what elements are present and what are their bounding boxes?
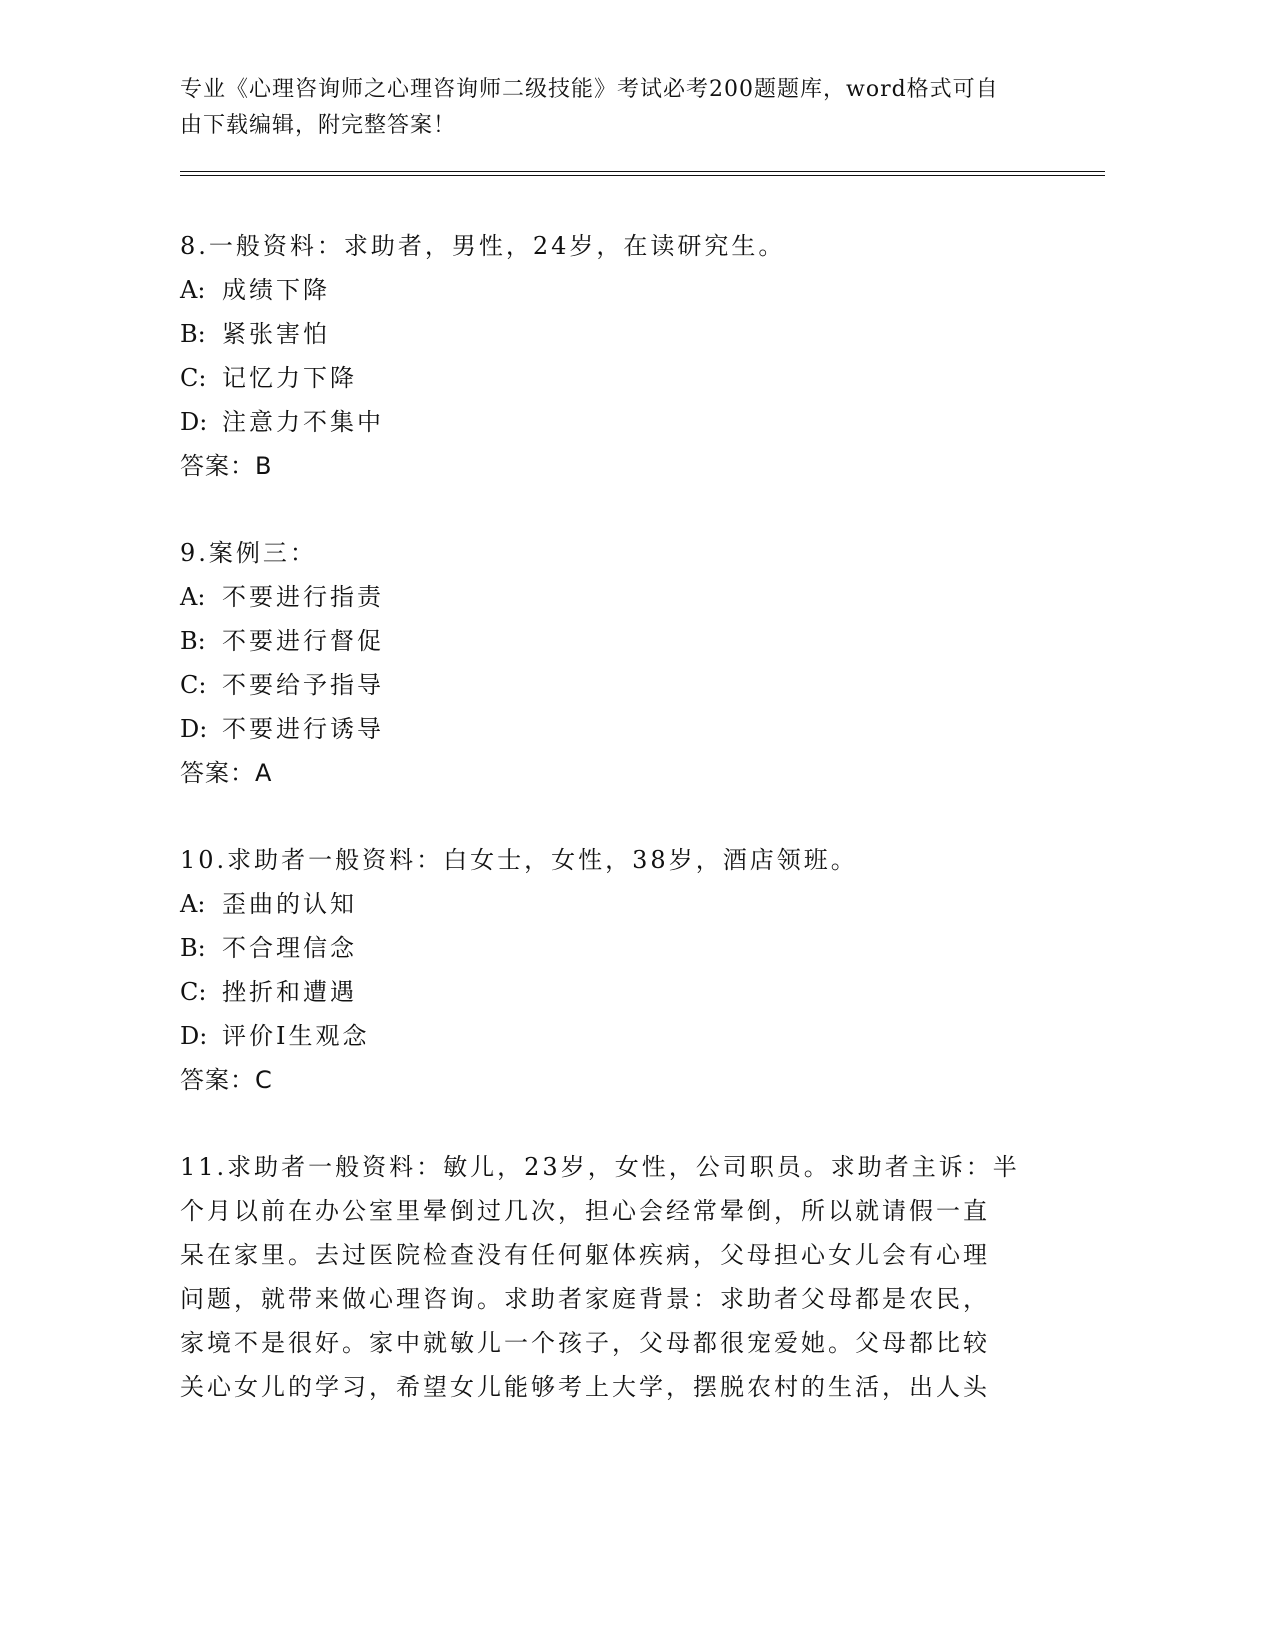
option-text: 歪曲的认知 [222,890,357,918]
question-stem: 10.求助者一般资料：白女士，女性，38岁，酒店领班。 [180,846,858,874]
answer-line: 答案：C [180,1066,273,1094]
option-d [180,1014,1060,1058]
question-9 [180,531,1060,795]
question-11-line: 11.求助者一般资料：敏儿，23岁，女性，公司职员。求助者主诉：半 [180,1153,1020,1181]
option-b [180,926,1060,970]
option-a [180,268,1060,312]
option-key: A: [180,583,206,611]
question-11-line: 家境不是很好。家中就敏儿一个孩子，父母都很宠爱她。父母都比较 [180,1329,990,1357]
document-body [180,224,1060,1409]
option-key: C: [180,364,207,392]
option-key: C: [180,671,207,699]
option-d [180,707,1060,751]
header-rule-top [180,171,1105,172]
option-key: B: [180,627,206,655]
question-11-line: 关心女儿的学习，希望女儿能够考上大学，摆脱农村的生活，出人头 [180,1373,990,1401]
header-line-1: 专业《心理咨询师之心理咨询师二级技能》考试必考200题题库，word格式可自 [180,77,999,102]
option-a [180,882,1060,926]
option-text: 不要给予指导 [222,671,384,699]
option-b [180,312,1060,356]
option-key: D: [180,1022,208,1050]
question-stem: 9.案例三： [180,539,317,567]
question-11-line: 问题，就带来做心理咨询。求助者家庭背景：求助者父母都是农民， [180,1285,990,1313]
question-stem: 8.一般资料：求助者，男性，24岁，在读研究生。 [180,232,786,260]
question-11-line: 个月以前在办公室里晕倒过几次，担心会经常晕倒，所以就请假一直 [180,1197,990,1225]
header-line-2: 由下载编辑，附完整答案！ [180,113,457,138]
option-text: 不要进行指责 [222,583,384,611]
option-key: B: [180,934,206,962]
option-d [180,400,1060,444]
option-key: A: [180,276,206,304]
option-a [180,575,1060,619]
option-key: A: [180,890,206,918]
option-c [180,970,1060,1014]
question-11 [180,1145,1040,1409]
header-rule-bottom [180,175,1105,176]
option-text: 挫折和遭遇 [222,978,357,1006]
answer-line: 答案：B [180,452,273,480]
option-c [180,356,1060,400]
question-8 [180,224,1060,488]
option-key: B: [180,320,206,348]
question-11-line: 呆在家里。去过医院检查没有任何躯体疾病，父母担心女儿会有心理 [180,1241,990,1269]
option-text: 紧张害怕 [222,320,330,348]
option-b [180,619,1060,663]
option-text: 不要进行诱导 [222,715,384,743]
option-text: 评价I生观念 [222,1022,370,1050]
option-key: C: [180,978,207,1006]
option-key: D: [180,408,208,436]
question-10 [180,838,1060,1102]
option-text: 成绩下降 [222,276,330,304]
option-key: D: [180,715,208,743]
option-text: 记忆力下降 [222,364,357,392]
option-text: 不要进行督促 [222,627,384,655]
option-c [180,663,1060,707]
answer-line: 答案：A [180,759,273,787]
document-header [180,72,1060,144]
option-text: 不合理信念 [222,934,357,962]
option-text: 注意力不集中 [222,408,384,436]
